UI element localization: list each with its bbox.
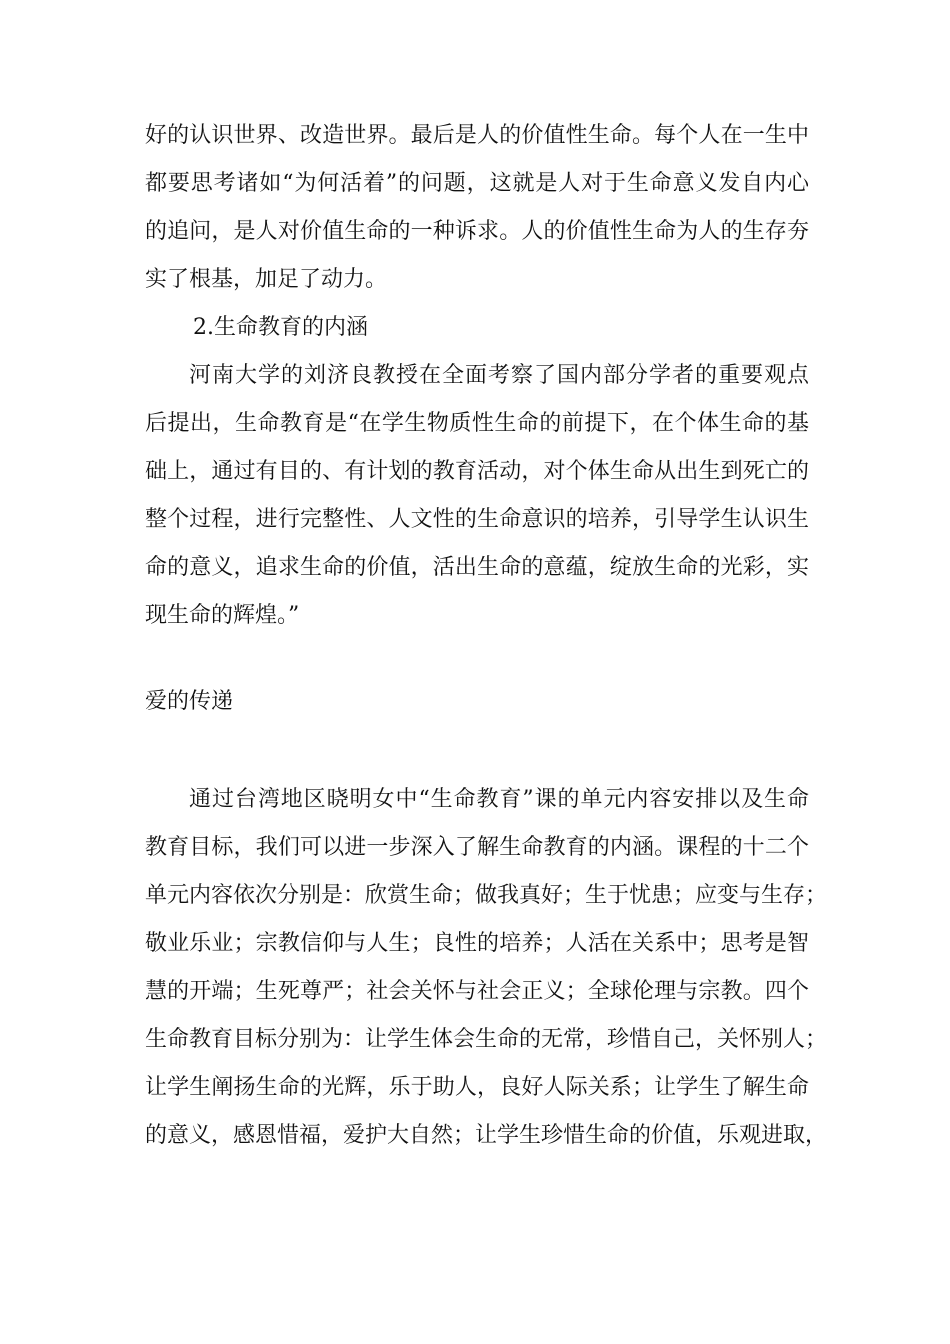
- text-line: 好的认识世界、改造世界。最后是人的价值性生命。每个人在一生中: [145, 123, 809, 148]
- text-line: 后提出，生命教育是“在学生物质性生命的前提下，在个体生命的基: [145, 411, 809, 436]
- paragraph-value-life: [145, 112, 809, 304]
- paragraph-curriculum: [145, 776, 828, 1160]
- document-page: [145, 112, 828, 1160]
- text-line: 慧的开端；生死尊严；社会关怀与社会正义；全球伦理与宗教。四个: [145, 979, 809, 1004]
- text-line: 命的意义，追求生命的价值，活出生命的意蕴，绽放生命的光彩，实: [145, 555, 809, 580]
- text-line: 教育目标，我们可以进一步深入了解生命教育的内涵。课程的十二个: [145, 835, 809, 860]
- text-line: 的意义，感恩惜福，爱护大自然；让学生珍惜生命的价值，乐观进取，: [145, 1123, 828, 1148]
- text-line: 础上，通过有目的、有计划的教育活动，对个体生命从出生到死亡的: [145, 459, 809, 484]
- section-title: 爱的传递: [145, 689, 234, 714]
- text-line: 的追问，是人对价值生命的一种诉求。人的价值性生命为人的生存夯: [145, 219, 809, 244]
- text-line: 河南大学的刘济良教授在全面考察了国内部分学者的重要观点: [189, 363, 809, 388]
- subheading-life-education-meaning: 2.生命教育的内涵: [193, 315, 368, 340]
- text-line: 都要思考诸如“为何活着”的问题，这就是人对于生命意义发自内心: [145, 171, 809, 196]
- text-line: 敬业乐业；宗教信仰与人生；良性的培养；人活在关系中；思考是智: [145, 931, 809, 956]
- text-line: 通过台湾地区晓明女中“生命教育”课的单元内容安排以及生命: [189, 787, 809, 812]
- text-line: 整个过程，进行完整性、人文性的生命意识的培养，引导学生认识生: [145, 507, 809, 532]
- text-line: 让学生阐扬生命的光辉，乐于助人，良好人际关系；让学生了解生命: [145, 1075, 809, 1100]
- paragraph-definition: [145, 352, 809, 640]
- text-line: 单元内容依次分别是：欣赏生命；做我真好；生于忧患；应变与生存；: [145, 883, 828, 908]
- text-line: 生命教育目标分别为：让学生体会生命的无常，珍惜自己，关怀别人；: [145, 1027, 828, 1052]
- text-line: 现生命的辉煌。”: [145, 603, 300, 628]
- text-line: 实了根基，加足了动力。: [145, 267, 388, 292]
